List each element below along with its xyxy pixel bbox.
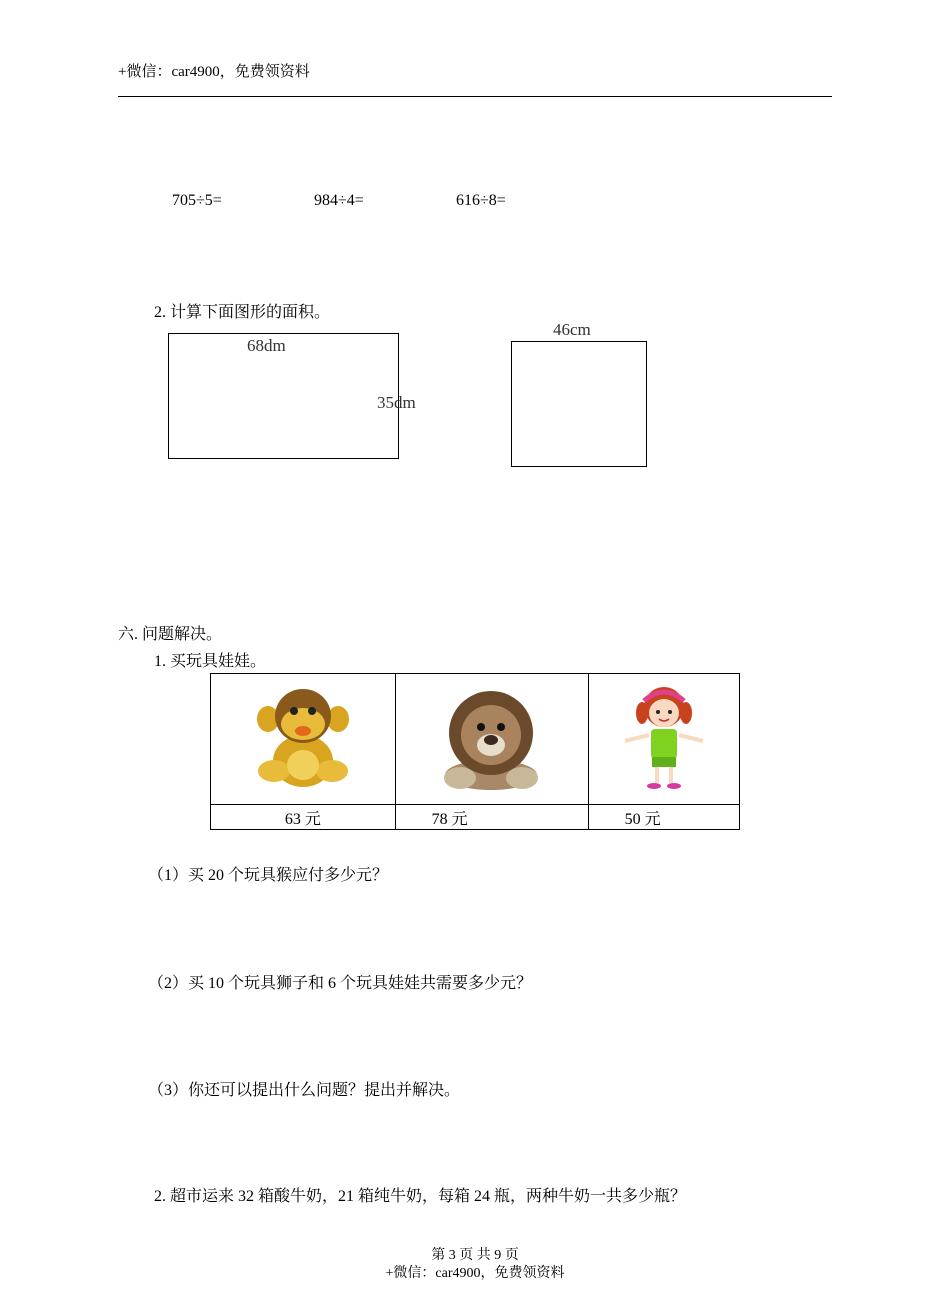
toy-price-doll: 50 元 (588, 805, 739, 830)
toy-cell-lion (395, 674, 588, 805)
toy-cell-monkey (211, 674, 396, 805)
toy-lion-icon (434, 683, 549, 795)
rectangle-width-label: 35dm (377, 393, 416, 412)
square-figure (511, 341, 647, 467)
q1-sub1: （1）买 20 个玩具猴应付多少元？ (148, 867, 389, 884)
toy-price-lion: 78 元 (395, 805, 588, 830)
header-watermark: +微信：car4900，免费领资料 (118, 64, 310, 80)
rectangle-length-label: 68dm (247, 336, 286, 355)
doll-girl-icon (619, 683, 709, 795)
q1-title: 1. 买玩具娃娃。 (154, 653, 267, 670)
toy-price-monkey: 63 元 (211, 805, 396, 830)
q2-text: 2. 超市运来 32 箱酸牛奶，21 箱纯牛奶，每箱 24 瓶，两种牛奶一共多少瓶？ (154, 1188, 687, 1205)
toy-cell-doll (588, 674, 739, 805)
division-item-1: 705÷5= (172, 192, 222, 209)
division-item-3: 616÷8= (456, 192, 506, 209)
area-question-title: 2. 计算下面图形的面积。 (154, 304, 331, 321)
square-side-label: 46cm (553, 320, 591, 339)
section6-title: 六. 问题解决。 (118, 626, 223, 643)
header-rule (118, 96, 832, 97)
toy-price-table (210, 673, 740, 830)
division-item-2: 984÷4= (314, 192, 364, 209)
footer-watermark: +微信：car4900，免费领资料 (385, 1266, 565, 1281)
q1-sub3: （3）你还可以提出什么问题？提出并解决。 (148, 1082, 461, 1099)
q1-sub2: （2）买 10 个玩具狮子和 6 个玩具娃娃共需要多少元？ (148, 975, 533, 992)
toy-monkey-icon (248, 683, 358, 795)
footer-page-number: 第 3 页 共 9 页 (431, 1248, 519, 1263)
